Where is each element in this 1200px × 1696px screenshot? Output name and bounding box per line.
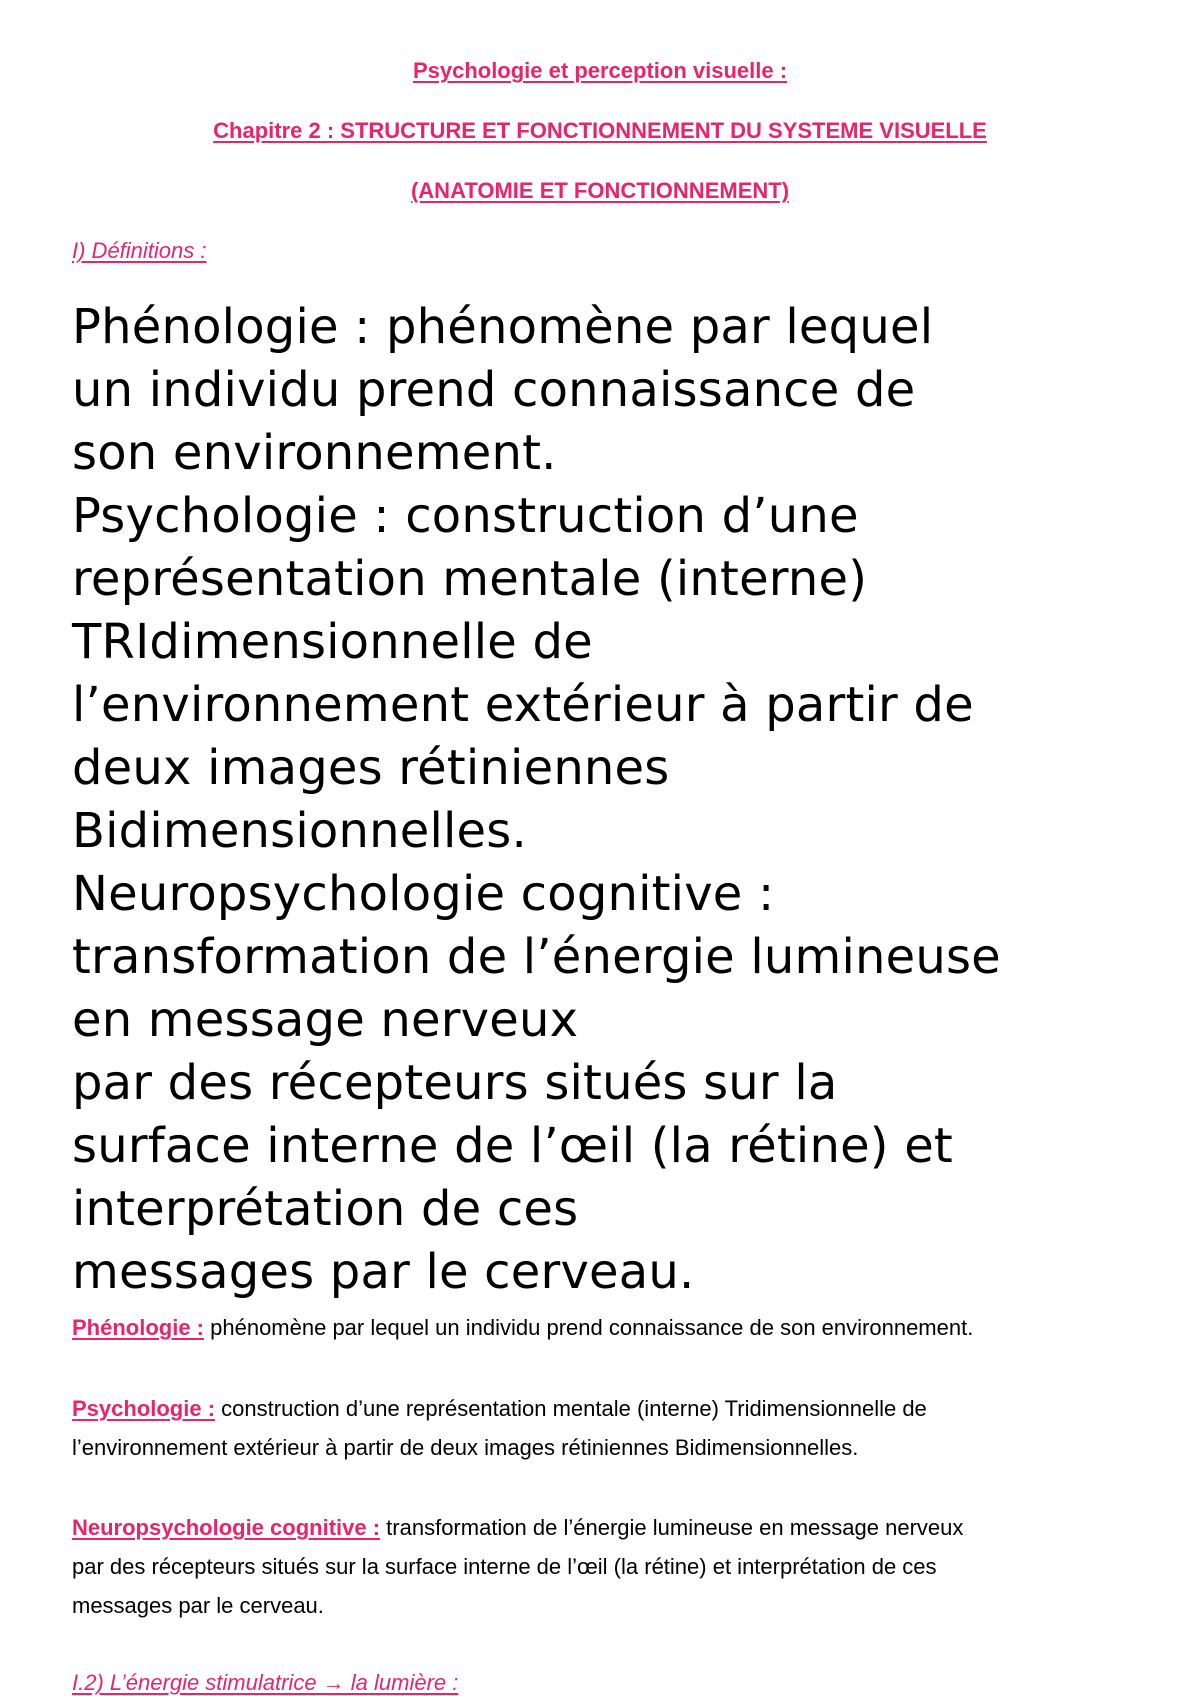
large-text-line: Neuropsychologie cognitive : bbox=[72, 866, 775, 922]
large-text-line: son environnement. bbox=[72, 425, 557, 481]
large-text-line: Bidimensionnelles. bbox=[72, 803, 527, 859]
definition-phenologie bbox=[72, 1308, 1152, 1347]
large-text-line: en message nerveux bbox=[72, 992, 579, 1048]
chapter-title: Chapitre 2 : STRUCTURE ET FONCTIONNEMENT DU SYSTEME VISUELLE bbox=[213, 118, 987, 143]
definition-text: phénomène par lequel un individu prend connaissance de son environnement. bbox=[210, 1315, 974, 1340]
chapter-subtitle: (ANATOMIE ET FONCTIONNEMENT) bbox=[410, 178, 790, 203]
definition-line bbox=[72, 1508, 1152, 1547]
large-text-line: Psychologie : construction d’une bbox=[72, 488, 859, 544]
definition-text: construction d’une représentation mentale (interne) Tridimensionnelle de bbox=[221, 1396, 927, 1421]
section-heading-definitions: I) Définitions : bbox=[72, 238, 207, 263]
definition-line bbox=[72, 1389, 1152, 1428]
large-text-line: un individu prend connaissance de bbox=[72, 362, 916, 418]
large-text-line: transformation de l’énergie lumineuse bbox=[72, 929, 1001, 985]
definition-term: Psychologie : bbox=[72, 1396, 216, 1421]
large-text-line: interprétation de ces bbox=[72, 1181, 579, 1237]
definition-text: messages par le cerveau. bbox=[72, 1593, 324, 1618]
large-text-line: l’environnement extérieur à partir de bbox=[72, 677, 974, 733]
large-text-line: surface interne de l’œil (la rétine) et bbox=[72, 1118, 953, 1174]
large-text-line: représentation mentale (interne) bbox=[72, 551, 868, 607]
section-heading-energy: I.2) L’énergie stimulatrice → la lumière : bbox=[72, 1670, 459, 1695]
large-text-line: Phénologie : phénomène par lequel bbox=[72, 299, 934, 355]
large-text-line: par des récepteurs situés sur la bbox=[72, 1055, 838, 1111]
document-title: Psychologie et perception visuelle : bbox=[412, 58, 788, 83]
definition-term: Phénologie : bbox=[72, 1315, 204, 1340]
large-definitions-block bbox=[72, 296, 1172, 1304]
definition-text: transformation de l’énergie lumineuse en message nerveux bbox=[386, 1515, 964, 1540]
large-text-line: deux images rétiniennes bbox=[72, 740, 670, 796]
definition-text: par des récepteurs situés sur la surface interne de l’œil (la rétine) et interprétation de ces bbox=[72, 1554, 937, 1579]
definition-psychologie bbox=[72, 1389, 1152, 1467]
definition-neuropsychologie bbox=[72, 1508, 1152, 1625]
definition-line bbox=[72, 1308, 1152, 1347]
large-text-line: TRIdimensionnelle de bbox=[72, 614, 593, 670]
large-text-line: messages par le cerveau. bbox=[72, 1244, 695, 1300]
definition-text: l’environnement extérieur à partir de deux images rétiniennes Bidimensionnelles. bbox=[72, 1435, 859, 1460]
definition-term: Neuropsychologie cognitive : bbox=[72, 1515, 381, 1540]
